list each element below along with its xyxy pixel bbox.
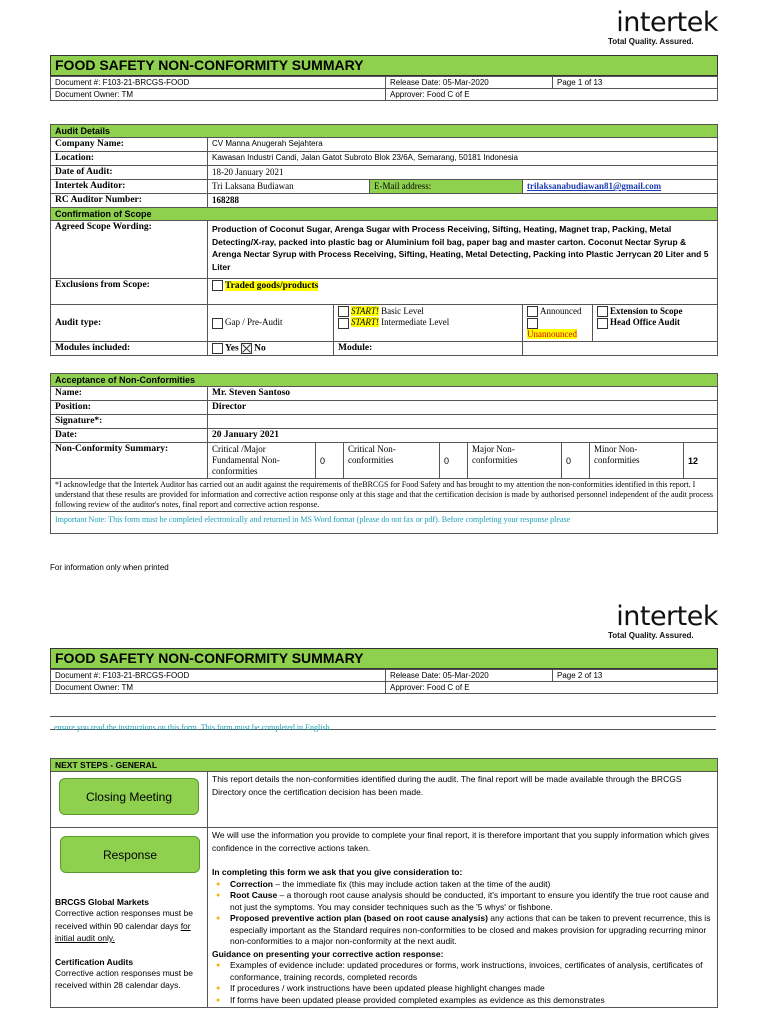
cert-audits-heading: Certification Audits: [55, 956, 134, 967]
email-label: E-Mail address:: [370, 180, 523, 194]
extension-checkbox[interactable]: [597, 306, 608, 317]
acc-name-value: Mr. Steven Santoso: [208, 387, 718, 401]
next-steps-heading: NEXT STEPS - GENERAL: [51, 759, 718, 772]
release-date: Release Date: 05-Mar-2020: [386, 77, 553, 89]
doc-number-p2: Document #: F103-21-BRCGS-FOOD: [51, 670, 386, 682]
intertek-logo: [606, 7, 718, 46]
exclusions-value: Traded goods/products: [225, 281, 319, 291]
acc-signature-label: Signature*:: [51, 415, 208, 429]
extension-label: Extension to Scope: [610, 306, 683, 316]
modules-no-checkbox[interactable]: [241, 343, 252, 354]
announced-checkbox[interactable]: [527, 306, 538, 317]
auditor-label: Intertek Auditor:: [51, 180, 208, 194]
list-item: ● Proposed preventive action plan (based on root cause analysis) any actions that can be taken to prevent recurrence, this is especially important as the Standard requires non-conformities to be closed and makes provision for upgrading recurring minor non-conformities to a major non-conformity at the next audit.: [230, 913, 713, 948]
global-markets-initial: for initial audit only.: [55, 920, 191, 943]
exclusions-checkbox[interactable]: [212, 280, 223, 291]
acc-date-label: Date:: [51, 429, 208, 443]
acc-date-value: 20 January 2021: [208, 429, 718, 443]
doc-owner-p2: Document Owner: TM: [51, 682, 386, 694]
response-button[interactable]: Response: [60, 836, 200, 873]
closing-meeting-button[interactable]: Closing Meeting: [59, 778, 199, 815]
minor-label: Minor Non-conformities: [590, 443, 684, 479]
page2-title: FOOD SAFETY NON-CONFORMITY SUMMARY: [50, 648, 718, 669]
gap-checkbox[interactable]: [212, 318, 223, 329]
module-label: Module:: [334, 341, 523, 355]
audit-date-label: Date of Audit:: [51, 166, 208, 180]
continued-note-box: [50, 716, 716, 730]
acceptance-heading: Acceptance of Non-Conformities: [51, 374, 718, 387]
crit-major-label: Critical /Major Fundamental Non-conformities: [208, 443, 316, 479]
page2-header: [50, 648, 718, 694]
scope-value: Production of Coconut Sugar, Arenga Sugar with Process Receiving, Sifting, Heating, Magnet trap, Packing, Metal Detecting/X-ray, packed into plastic bag or Aluminium foil bag, paper bag and master carton. Coconut Nectar Syrup & Arenga Nectar Syrup with Process Receiving, Sifting, Heating, Metal Detecting, Packing into Plastic Jerrycan 20 Liter and 5 Liter: [208, 221, 718, 279]
exclusions-label: Exclusions from Scope:: [51, 279, 208, 305]
logo-wordmark: intertek: [616, 7, 718, 38]
audit-type-label: Audit type:: [51, 305, 208, 342]
location-label: Location:: [51, 152, 208, 166]
page1-header: [50, 55, 718, 101]
cert-audits-text: Corrective action responses must be received within 28 calendar days.: [55, 967, 193, 990]
minor-count: 12: [684, 443, 718, 479]
modules-label: Modules included:: [51, 341, 208, 355]
doc-number: Document #: F103-21-BRCGS-FOOD: [51, 77, 386, 89]
acc-name-label: Name:: [51, 387, 208, 401]
rc-label: RC Auditor Number:: [51, 194, 208, 208]
start-inter-word: START!: [351, 317, 379, 328]
crit-major-count: 0: [316, 443, 344, 479]
release-date-p2: Release Date: 05-Mar-2020: [386, 670, 553, 682]
approver-p2: Approver: Food C of E: [386, 682, 718, 694]
start-basic-word: START!: [351, 306, 379, 316]
auditor-value: Tri Laksana Budiawan: [208, 180, 370, 194]
head-office-checkbox[interactable]: [597, 318, 608, 329]
email-link[interactable]: trilaksanabudiawan81@gmail.com: [527, 181, 662, 191]
declaration-text: *I acknowledge that the Intertek Auditor has carried out an audit against the requirements of theBRCGS for Food Safety and has brought to my attention the non-conformities identified in this report. I understand that these results are provided for information and corrective action response only at this stage and that the certification decision is made by authorised personnel independent of the audit process following review of the auditor's notes, final report and corrective action response.: [51, 479, 718, 512]
modules-no-label: No: [254, 343, 266, 354]
audit-details-table: [50, 124, 718, 356]
approver: Approver: Food C of E: [386, 89, 718, 101]
consider-list: [212, 879, 713, 948]
modules-yes-checkbox[interactable]: [212, 343, 223, 354]
scope-label: Agreed Scope Wording:: [51, 221, 208, 279]
nc-summary-label: Non-Conformity Summary:: [51, 443, 208, 479]
rc-value: 168288: [208, 194, 718, 208]
company-label: Company Name:: [51, 138, 208, 152]
critical-label: Critical Non-conformities: [344, 443, 440, 479]
audit-date-value: 18-20 January 2021: [208, 166, 718, 180]
acceptance-table: [50, 373, 718, 534]
doc-owner: Document Owner: TM: [51, 89, 386, 101]
modules-yes-label: Yes: [225, 343, 239, 354]
acc-position-label: Position:: [51, 401, 208, 415]
important-note: Important Note: This form must be completed electronically and returned in MS Word format (please do not fax or pdf). Before completing your response please: [51, 512, 718, 534]
consider-heading: In completing this form we ask that you give consideration to:: [212, 867, 463, 877]
company-value: CV Manna Anugerah Sejahtera: [208, 138, 718, 152]
list-item: ● If forms have been updated please provided completed examples as evidence as this demonstrates: [230, 995, 713, 1007]
start-basic-checkbox[interactable]: [338, 306, 349, 317]
page-number: Page 1 of 13: [553, 77, 718, 89]
acc-position-value: Director: [208, 401, 718, 415]
basic-level-label: Basic Level: [378, 306, 424, 316]
global-markets-text: Corrective action responses must be received within 90 calendar days: [55, 908, 193, 931]
announced-label: Announced: [540, 306, 582, 316]
critical-count: 0: [440, 443, 468, 479]
unannounced-label: Unannounced: [527, 328, 577, 339]
logo-tagline-page2: Total Quality. Assured.: [608, 631, 694, 640]
acc-signature-field[interactable]: [208, 415, 718, 429]
logo-tagline: Total Quality. Assured.: [608, 37, 694, 46]
list-item: ● If procedures / work instructions have been updated please highlight changes made: [230, 983, 713, 995]
scope-heading: Confirmation of Scope: [51, 208, 718, 221]
major-label: Major Non-conformities: [468, 443, 562, 479]
unannounced-checkbox[interactable]: [527, 318, 538, 329]
guidance-heading: Guidance on presenting your corrective action response:: [212, 948, 444, 959]
guidance-list: [212, 960, 713, 1006]
major-count: 0: [562, 443, 590, 479]
intertek-logo-page2: [606, 601, 718, 640]
logo-wordmark-page2: intertek: [616, 601, 718, 632]
gap-label: Gap / Pre-Audit: [225, 317, 283, 328]
list-item: ● Root Cause – a thorough root cause analysis should be conducted, it's important to ensure you identify the true root cause and not just the symptoms. You may consider techniques such as the '5 whys' or fishbone.: [230, 890, 713, 913]
continued-note: ensure you read the instructions on this form. This form must be completed in English.: [54, 723, 332, 732]
location-value: Kawasan Industri Candi, Jalan Gatot Subroto Blok 23/6A, Semarang, 50181 Indonesia: [208, 152, 718, 166]
start-inter-checkbox[interactable]: [338, 318, 349, 329]
intermediate-level-label: Intermediate Level: [378, 317, 450, 328]
response-intro: We will use the information you provide to complete your final report, it is therefore important that you supply information which gives confidence in the corrective actions taken.: [212, 830, 710, 853]
print-note: For information only when printed: [50, 563, 169, 572]
page-number-p2: Page 2 of 13: [553, 670, 718, 682]
list-item: ● Correction – the immediate fix (this may include action taken at the time of the audit): [230, 879, 713, 891]
next-steps-table: [50, 758, 718, 1008]
audit-details-heading: Audit Details: [51, 125, 718, 138]
list-item: ● Examples of evidence include: updated procedures or forms, work instructions, invoices, certificates of analysis, certificates of conformance, training records, completed records: [230, 960, 713, 983]
head-office-label: Head Office Audit: [610, 317, 680, 328]
page1-title: FOOD SAFETY NON-CONFORMITY SUMMARY: [50, 55, 718, 76]
global-markets-heading: BRCGS Global Markets: [55, 897, 149, 907]
closing-meeting-text: This report details the non-conformities identified during the audit. The final report will be made available through the BRCGS Directory once the certification decision has been made.: [208, 772, 718, 828]
